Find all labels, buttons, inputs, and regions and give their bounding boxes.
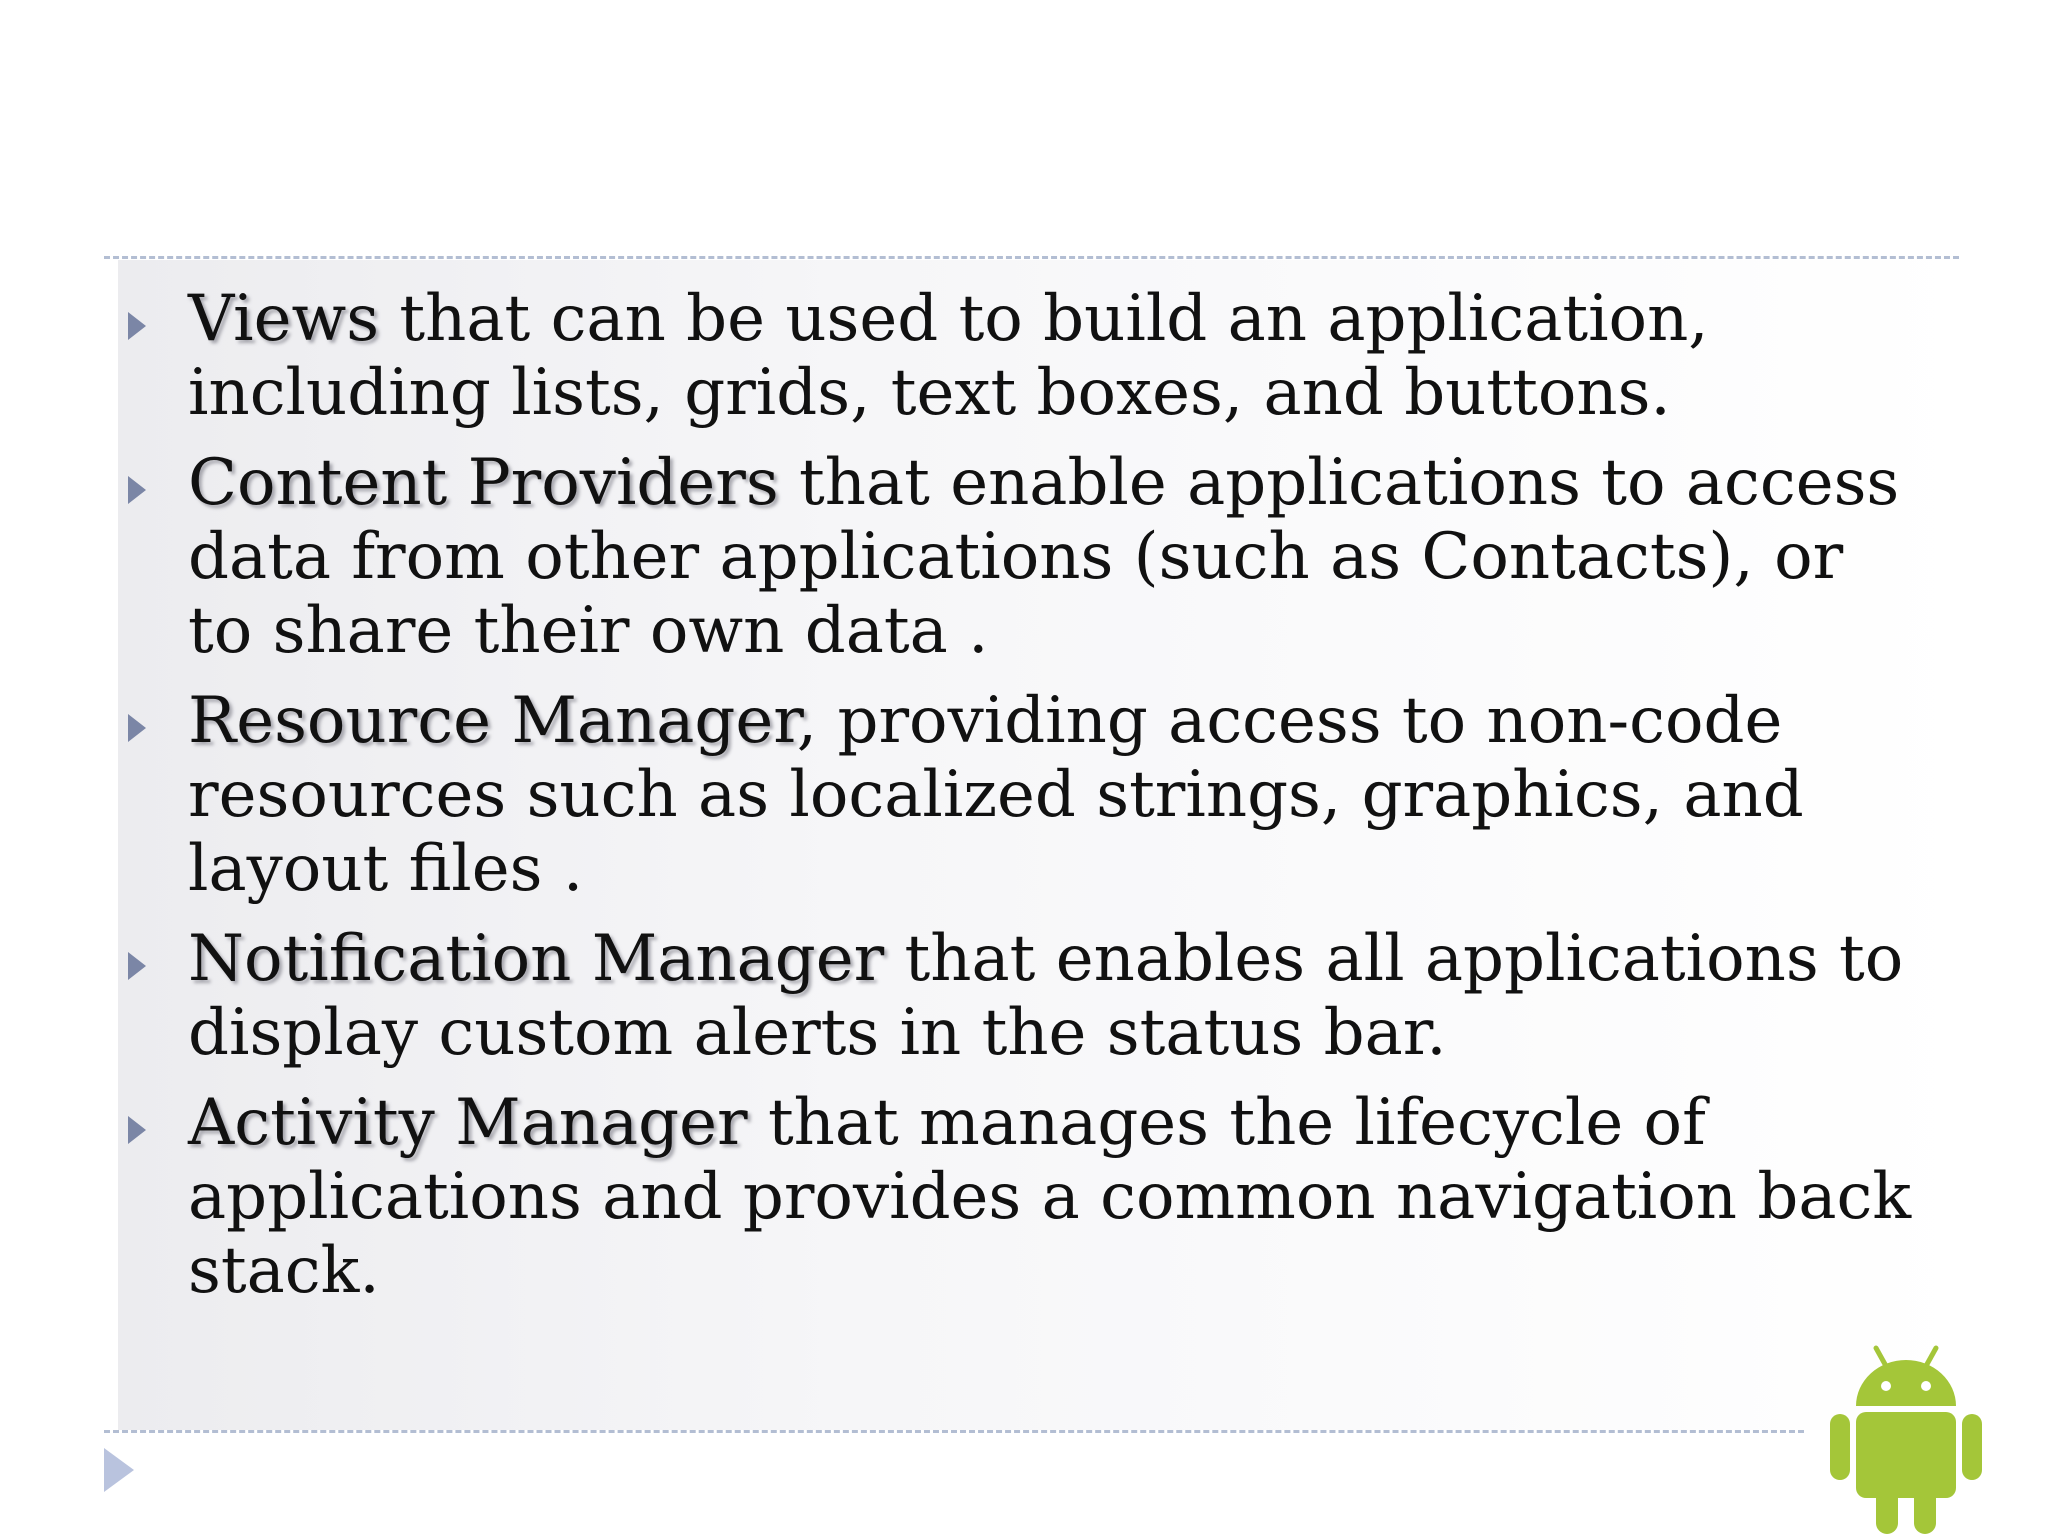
top-dashed-divider (104, 256, 1959, 259)
bullet-term: Resource Manager (188, 684, 797, 758)
bullet-list (128, 282, 1918, 1324)
bullet-arrow-icon (128, 312, 146, 340)
list-item (128, 446, 1918, 668)
next-slide-icon[interactable] (104, 1448, 134, 1492)
bullet-arrow-icon (128, 952, 146, 980)
bullet-arrow-icon (128, 476, 146, 504)
android-robot-icon (1824, 1340, 1988, 1536)
list-item (128, 684, 1918, 906)
bullet-text: that can be used to build an application, including lists, grids, text boxes, and buttons. (188, 282, 1709, 430)
list-item (128, 922, 1918, 1070)
bullet-term: Activity Manager (188, 1086, 748, 1160)
bullet-text: that manages the lifecycle of applications and provides a common navigation back stack. (188, 1086, 1912, 1308)
bullet-arrow-icon (128, 1116, 146, 1144)
bullet-arrow-icon (128, 714, 146, 742)
bullet-term: Content Providers (188, 446, 779, 520)
bottom-dashed-divider (104, 1430, 1804, 1433)
bullet-term: Views (188, 282, 380, 356)
bullet-text: that enables all applications to display custom alerts in the status bar. (188, 922, 1904, 1070)
list-item (128, 282, 1918, 430)
bullet-term: Notification Manager (188, 922, 885, 996)
list-item (128, 1086, 1918, 1308)
bullet-text: , providing access to non-code resources such as localized strings, graphics, and layout files . (188, 684, 1804, 906)
bullet-text: that enable applications to access data from other applications (such as Contacts), or to share their own data . (188, 446, 1900, 668)
